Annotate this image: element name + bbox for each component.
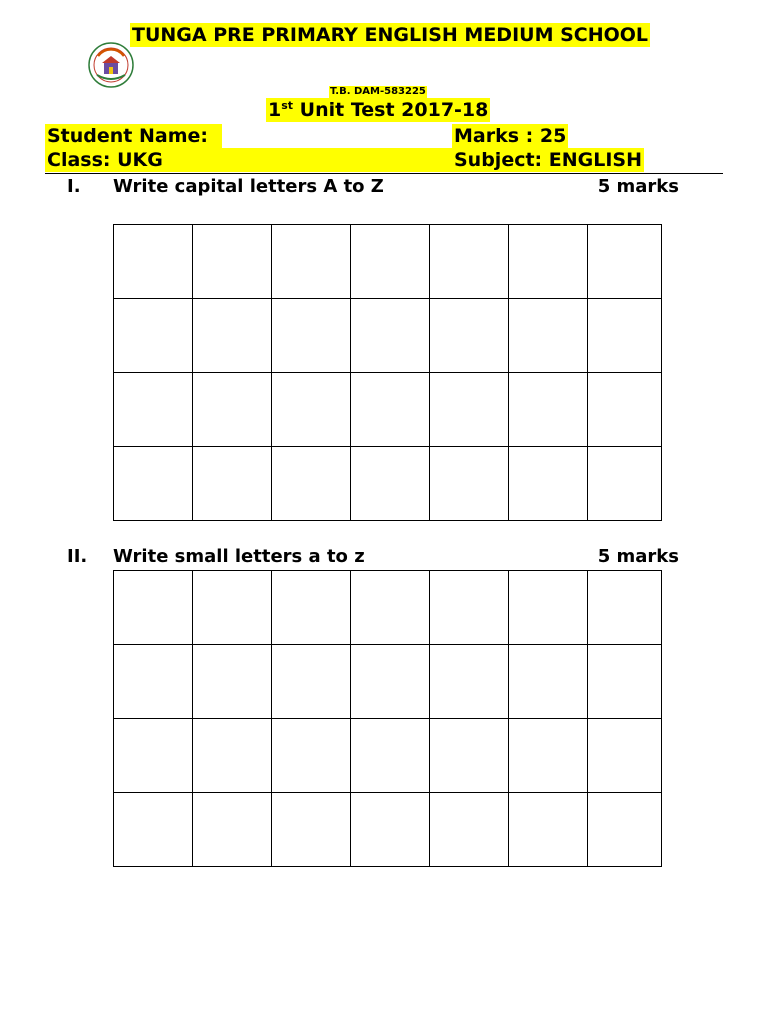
letter-box[interactable] xyxy=(272,793,351,867)
test-title-number: 1 xyxy=(268,99,282,121)
letter-box[interactable] xyxy=(588,225,662,299)
letter-box[interactable] xyxy=(272,225,351,299)
letter-box[interactable] xyxy=(351,719,430,793)
letter-box[interactable] xyxy=(430,447,509,521)
school-name: TUNGA PRE PRIMARY ENGLISH MEDIUM SCHOOL xyxy=(132,24,649,46)
letter-box[interactable] xyxy=(509,571,588,645)
section-2-heading xyxy=(67,545,679,569)
letter-box[interactable] xyxy=(430,571,509,645)
letter-box[interactable] xyxy=(430,645,509,719)
letter-box[interactable] xyxy=(114,793,193,867)
student-name-label: Student Name: xyxy=(45,124,222,148)
letter-box[interactable] xyxy=(193,373,272,447)
letter-box[interactable] xyxy=(193,719,272,793)
letter-box[interactable] xyxy=(430,299,509,373)
letter-box[interactable] xyxy=(351,447,430,521)
letter-box[interactable] xyxy=(351,645,430,719)
letter-box[interactable] xyxy=(272,719,351,793)
letter-box[interactable] xyxy=(588,645,662,719)
info-row-class xyxy=(45,148,650,172)
letter-box[interactable] xyxy=(430,225,509,299)
letter-box[interactable] xyxy=(588,299,662,373)
letter-box[interactable] xyxy=(430,793,509,867)
grid-row xyxy=(114,571,662,645)
letter-box[interactable] xyxy=(588,447,662,521)
header-divider xyxy=(45,173,723,174)
letter-box[interactable] xyxy=(351,299,430,373)
grid-row xyxy=(114,299,662,373)
letter-box[interactable] xyxy=(351,793,430,867)
letter-box[interactable] xyxy=(351,373,430,447)
letter-box[interactable] xyxy=(509,793,588,867)
letter-box[interactable] xyxy=(193,645,272,719)
section-1-heading xyxy=(67,175,679,199)
letter-box[interactable] xyxy=(193,225,272,299)
letter-box[interactable] xyxy=(272,373,351,447)
letter-box[interactable] xyxy=(588,373,662,447)
letter-box[interactable] xyxy=(430,373,509,447)
section-2-number: II. xyxy=(67,546,88,567)
small-letters-grid xyxy=(113,570,662,867)
letter-box[interactable] xyxy=(114,225,193,299)
test-title xyxy=(266,98,490,122)
test-title-ordinal: st xyxy=(281,99,294,112)
class-label: Class: UKG xyxy=(45,148,452,172)
letter-box[interactable] xyxy=(193,793,272,867)
section-2-marks: 5 marks xyxy=(597,546,679,567)
section-1-marks: 5 marks xyxy=(597,176,679,197)
letter-box[interactable] xyxy=(272,299,351,373)
letter-box[interactable] xyxy=(114,571,193,645)
section-2-instruction: Write small letters a to z xyxy=(113,546,365,567)
section-1-number: I. xyxy=(67,176,81,197)
letter-box[interactable] xyxy=(430,719,509,793)
student-name-blank[interactable] xyxy=(222,124,450,148)
school-emblem-icon xyxy=(87,41,135,89)
grid-row xyxy=(114,645,662,719)
section-1-instruction: Write capital letters A to Z xyxy=(113,176,384,197)
letter-box[interactable] xyxy=(509,225,588,299)
letter-box[interactable] xyxy=(114,299,193,373)
letter-box[interactable] xyxy=(351,225,430,299)
letter-box[interactable] xyxy=(193,447,272,521)
letter-box[interactable] xyxy=(193,571,272,645)
letter-box[interactable] xyxy=(588,571,662,645)
letter-box[interactable] xyxy=(114,719,193,793)
letter-box[interactable] xyxy=(509,447,588,521)
letter-box[interactable] xyxy=(351,571,430,645)
test-title-text: Unit Test 2017-18 xyxy=(293,99,489,121)
letter-box[interactable] xyxy=(114,447,193,521)
grid-row xyxy=(114,719,662,793)
letter-box[interactable] xyxy=(588,719,662,793)
letter-box[interactable] xyxy=(509,645,588,719)
info-row-student xyxy=(45,124,650,148)
letter-box[interactable] xyxy=(272,645,351,719)
grid-row xyxy=(114,447,662,521)
subject-label: Subject: ENGLISH xyxy=(454,149,643,171)
letter-box[interactable] xyxy=(193,299,272,373)
letter-box[interactable] xyxy=(114,645,193,719)
letter-box[interactable] xyxy=(114,373,193,447)
letter-box[interactable] xyxy=(509,719,588,793)
grid-row xyxy=(114,225,662,299)
letter-box[interactable] xyxy=(509,373,588,447)
capital-letters-grid xyxy=(113,224,662,521)
letter-box[interactable] xyxy=(272,447,351,521)
letter-box[interactable] xyxy=(509,299,588,373)
school-address: T.B. DAM-583225 xyxy=(330,86,426,97)
marks-label: Marks : 25 xyxy=(454,125,567,147)
letter-box[interactable] xyxy=(588,793,662,867)
grid-row xyxy=(114,373,662,447)
grid-row xyxy=(114,793,662,867)
letter-box[interactable] xyxy=(272,571,351,645)
